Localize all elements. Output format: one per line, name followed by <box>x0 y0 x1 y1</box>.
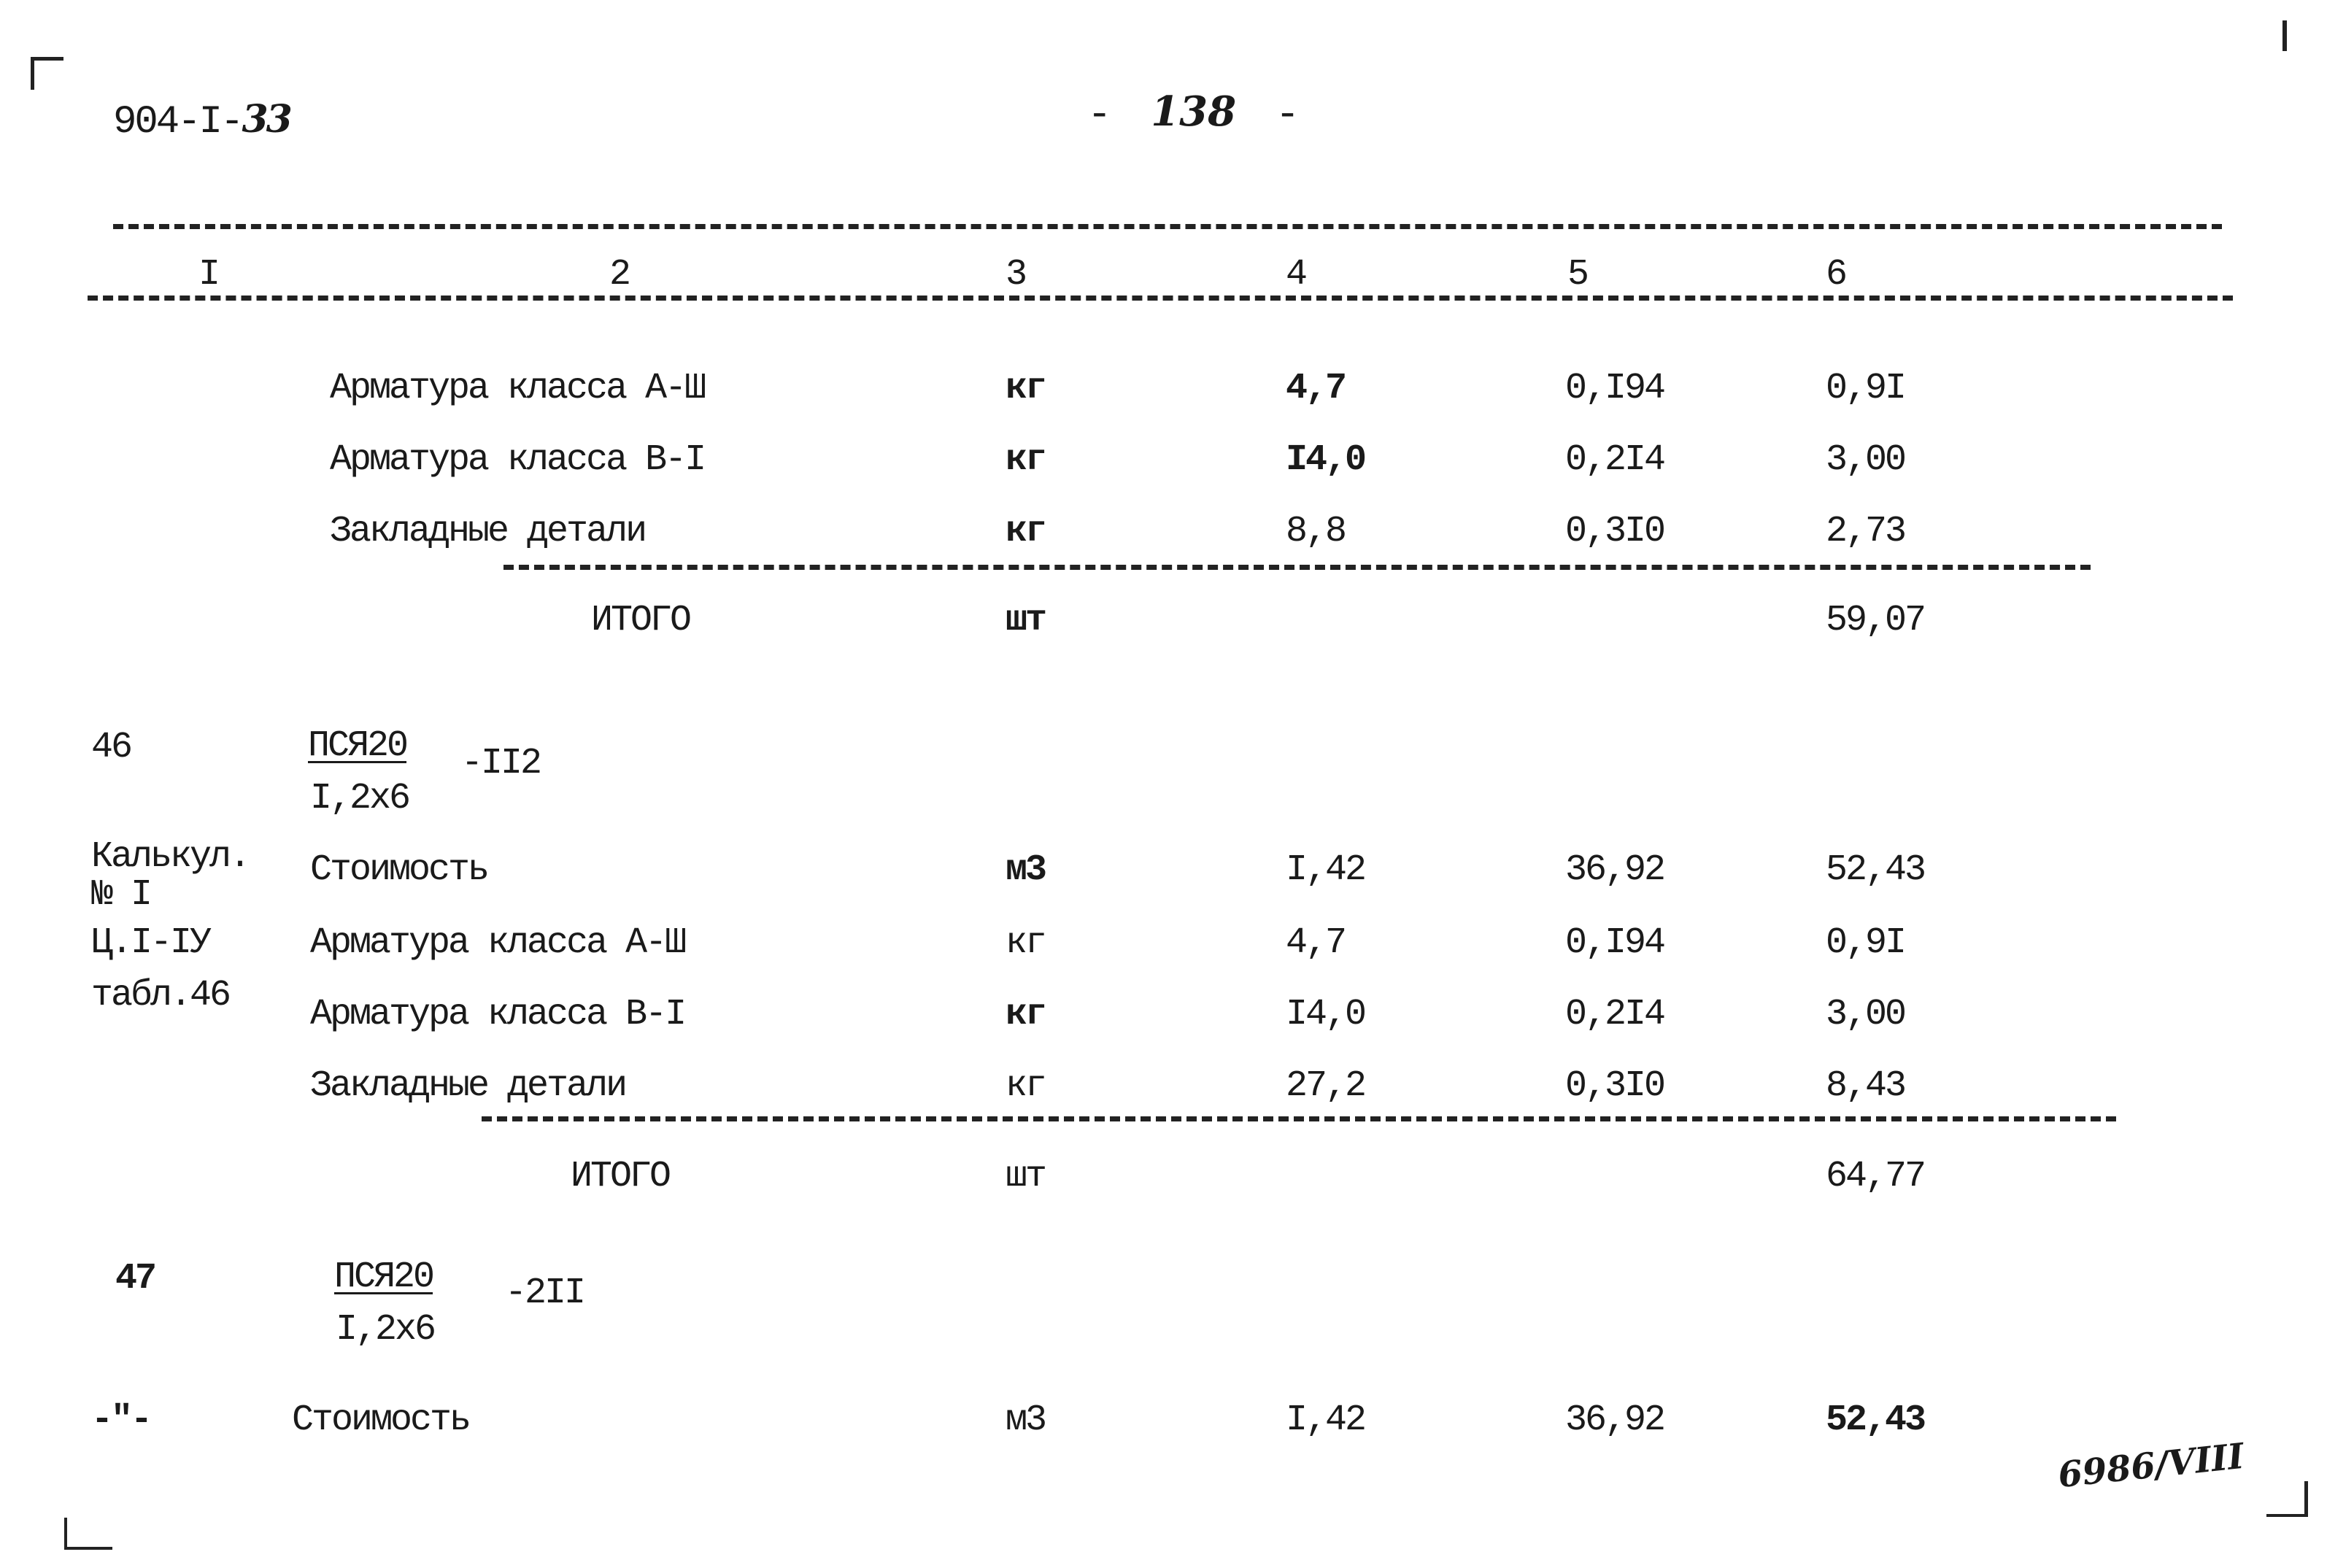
row-qty: 8,8 <box>1286 511 1346 552</box>
row-qty: 4,7 <box>1286 368 1346 409</box>
corner-mark-bottom-left <box>64 1518 112 1550</box>
reference-line: табл.46 <box>91 975 230 1016</box>
mark-top: ПСЯ20 <box>308 725 407 767</box>
corner-mark-top-right <box>2282 20 2287 51</box>
row-total: 2,73 <box>1826 511 1905 552</box>
row-qty: 4,7 <box>1286 922 1346 964</box>
row-qty: 27,2 <box>1286 1065 1365 1107</box>
page-number <box>1087 88 1300 138</box>
row-total: 3,00 <box>1826 994 1905 1035</box>
row-name: Арматура класса А-Ш <box>310 922 685 964</box>
mark-bottom: I,2x6 <box>310 778 409 819</box>
column-header-2: 2 <box>609 254 630 296</box>
row-price: 36,92 <box>1565 1399 1664 1441</box>
total-value: 64,77 <box>1826 1156 1925 1197</box>
column-header-5: 5 <box>1567 254 1588 296</box>
item-number-46: 46 <box>91 727 131 768</box>
column-header-6: 6 <box>1826 254 1846 296</box>
row-unit: кг <box>1006 994 1046 1035</box>
page-number-suffix: - <box>1275 91 1300 138</box>
row-name: Закладные детали <box>330 511 646 552</box>
subtotal-rule <box>503 565 2091 570</box>
row-total: 0,9I <box>1826 922 1905 964</box>
row-price: 0,I94 <box>1565 922 1664 964</box>
total-value: 59,07 <box>1826 600 1925 641</box>
page-number-prefix: - <box>1087 91 1112 138</box>
row-unit: кг <box>1006 511 1046 552</box>
document-code-suffix: 33 <box>242 97 290 142</box>
reference-line: № I <box>91 874 151 916</box>
header-top-rule <box>113 224 2222 229</box>
header-bottom-rule <box>88 296 2233 301</box>
row-price: 0,2I4 <box>1565 994 1664 1035</box>
document-code-prefix: 904-I- <box>113 100 242 144</box>
row-unit: кг <box>1006 922 1046 964</box>
reference-line: Ц.I-IУ <box>91 922 210 964</box>
row-total: 52,43 <box>1826 849 1925 891</box>
row-name: Арматура класса В-I <box>330 439 705 481</box>
ditto-reference: -"- <box>91 1399 151 1441</box>
document-code <box>113 97 290 144</box>
row-price: 0,2I4 <box>1565 439 1664 481</box>
row-qty: I4,0 <box>1286 994 1365 1035</box>
row-name: Арматура класса А-Ш <box>330 368 705 409</box>
row-total: 52,43 <box>1826 1399 1925 1441</box>
column-header-1: I <box>198 254 219 296</box>
row-total: 3,00 <box>1826 439 1905 481</box>
row-qty: I,42 <box>1286 1399 1365 1441</box>
row-total: 0,9I <box>1826 368 1905 409</box>
column-header-3: 3 <box>1006 254 1026 296</box>
corner-mark-bottom-right <box>2266 1481 2308 1517</box>
row-name: Закладные детали <box>310 1065 626 1107</box>
corner-mark-top-left <box>31 57 63 90</box>
item-number-47: 47 <box>115 1258 155 1299</box>
row-unit: м3 <box>1006 849 1046 891</box>
row-name: Арматура класса В-I <box>310 994 685 1035</box>
row-total: 8,43 <box>1826 1065 1905 1107</box>
row-qty: I,42 <box>1286 849 1365 891</box>
row-price: 0,I94 <box>1565 368 1664 409</box>
row-unit: м3 <box>1006 1399 1046 1441</box>
total-unit: шт <box>1006 1156 1046 1197</box>
mark-suffix: -2II <box>505 1272 584 1314</box>
column-header-4: 4 <box>1286 254 1306 296</box>
total-unit: шт <box>1006 600 1046 641</box>
page-number-value: 138 <box>1151 88 1237 136</box>
row-unit: кг <box>1006 1065 1046 1107</box>
mark-top: ПСЯ20 <box>334 1256 433 1298</box>
row-name: Стоимость <box>310 849 488 891</box>
row-unit: кг <box>1006 368 1046 409</box>
subtotal-rule <box>482 1116 2116 1121</box>
row-qty: I4,0 <box>1286 439 1365 481</box>
row-price: 36,92 <box>1565 849 1664 891</box>
archive-number: 6986/VIII <box>2056 1435 2246 1496</box>
row-name: Стоимость <box>292 1399 470 1441</box>
row-price: 0,3I0 <box>1565 1065 1664 1107</box>
row-unit: кг <box>1006 439 1046 481</box>
mark-suffix: -II2 <box>461 743 541 784</box>
total-label: ИТОГО <box>571 1156 670 1197</box>
row-price: 0,3I0 <box>1565 511 1664 552</box>
reference-line: Калькул. <box>91 836 250 878</box>
mark-bottom: I,2x6 <box>336 1309 435 1351</box>
total-label: ИТОГО <box>591 600 690 641</box>
